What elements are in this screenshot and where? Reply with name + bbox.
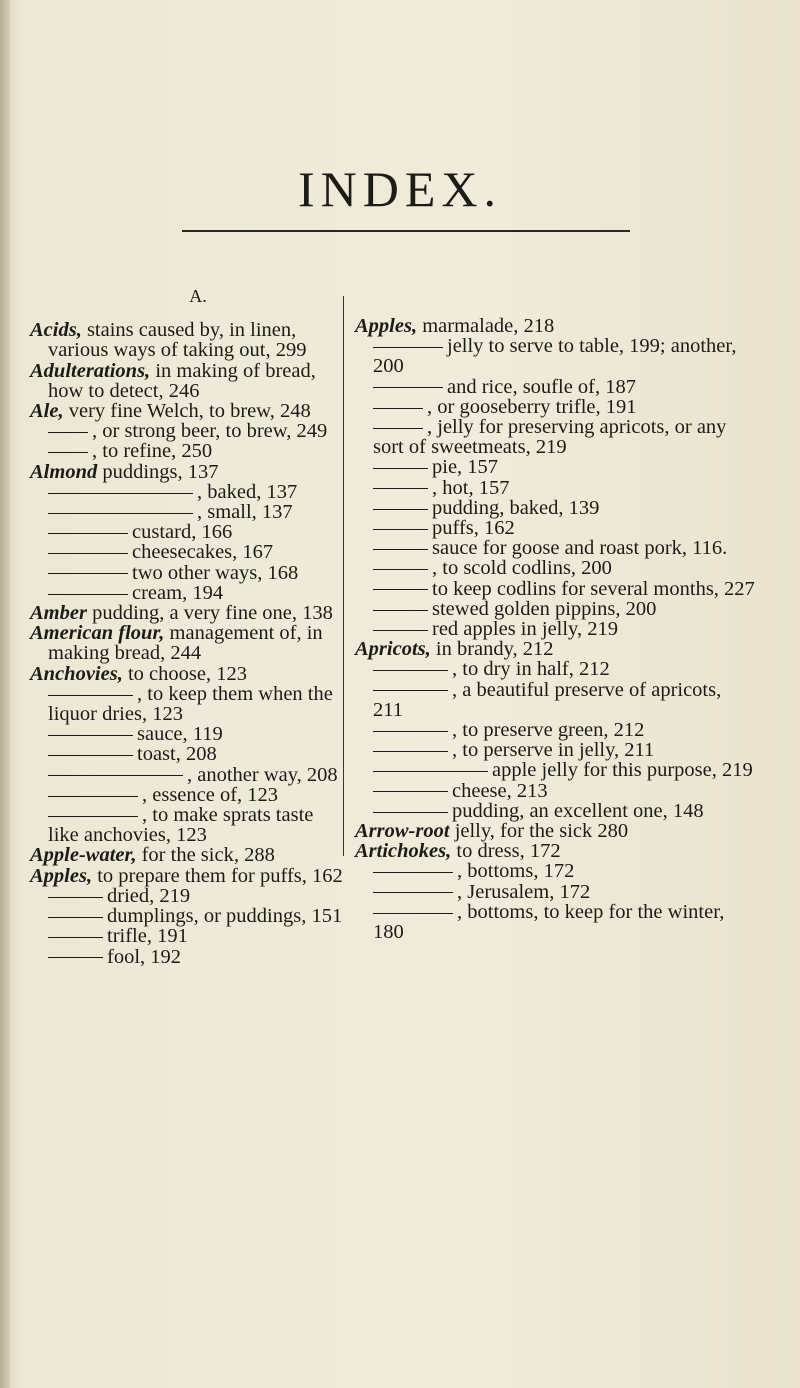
entry-text: , bottoms, to keep for the winter, 180 (373, 900, 725, 944)
ditto-dash (48, 594, 128, 595)
index-entry (355, 760, 755, 780)
ditto-dash (373, 569, 428, 570)
index-entry (355, 558, 755, 578)
ditto-dash (48, 897, 103, 898)
index-entry (30, 785, 348, 805)
title-rule (182, 230, 630, 232)
index-column-left (30, 286, 348, 967)
entry-keyword: Acids, (30, 319, 82, 342)
ditto-dash (48, 735, 133, 736)
entry-text: , to keep them when the liquor dries, 123 (48, 682, 333, 726)
entry-text: red apples in jelly, 219 (432, 618, 618, 641)
index-entry (30, 765, 348, 785)
entry-text: trifle, 191 (107, 925, 188, 948)
index-entry (355, 801, 755, 821)
index-entry (30, 462, 348, 482)
ditto-dash (373, 509, 428, 510)
index-entry (355, 498, 755, 518)
entry-text: stains caused by, in linen, various ways of taking out, 299 (48, 319, 307, 362)
entry-text: to dress, 172 (451, 840, 561, 863)
ditto-dash (48, 937, 103, 938)
ditto-dash (373, 589, 428, 590)
ditto-dash (373, 468, 428, 469)
entry-keyword: Adulterations, (30, 359, 151, 382)
ditto-dash (48, 957, 103, 958)
entry-keyword: American flour, (30, 622, 165, 645)
ditto-dash (373, 751, 448, 752)
index-entry (30, 522, 348, 542)
entry-text: in making of bread, how to detect, 246 (48, 359, 316, 402)
entry-text: , baked, 137 (197, 480, 298, 503)
ditto-dash (373, 872, 453, 873)
entry-text: toast, 208 (137, 743, 217, 766)
entry-keyword: Arrow-root (355, 820, 450, 843)
ditto-dash (373, 690, 448, 691)
index-entry (355, 902, 755, 942)
entry-text: management of, in making bread, 244 (48, 622, 323, 665)
entry-keyword: Apricots, (355, 638, 431, 661)
index-entry (30, 421, 348, 441)
entry-text: two other ways, 168 (132, 561, 299, 584)
index-entry (30, 886, 348, 906)
index-entry (355, 579, 755, 599)
entry-list-right (355, 316, 755, 942)
entry-text: to keep codlins for several months, 227 (432, 577, 755, 600)
entry-text: pie, 157 (432, 456, 499, 479)
index-entry (30, 866, 348, 886)
ditto-dash (48, 775, 183, 776)
index-entry (355, 821, 755, 841)
ditto-dash (48, 553, 128, 554)
index-entry (355, 538, 755, 558)
entry-text: , small, 137 (197, 501, 293, 524)
index-entry (30, 502, 348, 522)
entry-text: , to scold codlins, 200 (432, 557, 612, 580)
entry-text: , to refine, 250 (92, 440, 213, 463)
index-entry (355, 336, 755, 376)
ditto-dash (48, 573, 128, 574)
page-title: INDEX. (297, 161, 503, 217)
index-entry (355, 518, 755, 538)
entry-text: pudding, a very fine one, 138 (86, 602, 333, 625)
entry-text: , a beautiful preserve of apricots, 211 (373, 678, 722, 721)
index-entry (30, 724, 348, 744)
section-letter: A. (189, 286, 207, 306)
index-column-right (355, 316, 755, 942)
entry-text: cheesecakes, 167 (132, 541, 274, 564)
entry-text: , to make sprats taste like anchovies, 123 (48, 804, 314, 847)
entry-text: jelly to serve to table, 199; another, 200 (373, 335, 737, 378)
index-entry (355, 882, 755, 902)
ditto-dash (48, 452, 88, 453)
entry-text: , to dry in half, 212 (452, 658, 610, 681)
index-entry (355, 478, 755, 498)
ditto-dash (373, 408, 423, 409)
entry-text: sauce, 119 (137, 723, 223, 746)
entry-keyword: Anchovies, (30, 662, 123, 685)
ditto-dash (373, 610, 428, 611)
entry-text: cheese, 213 (452, 779, 548, 802)
index-entry (30, 926, 348, 946)
entry-text: , jelly for preserving apricots, or any sort of sweetmeats, 219 (373, 416, 727, 459)
ditto-dash (48, 816, 138, 817)
entry-text: , hot, 157 (432, 476, 510, 499)
entry-text: cream, 194 (132, 581, 224, 604)
ditto-dash (373, 771, 488, 772)
ditto-dash (48, 917, 103, 918)
entry-text: to prepare them for puffs, 162 (92, 864, 343, 887)
entry-keyword: Ale, (30, 400, 64, 423)
entry-text: very fine Welch, to brew, 248 (63, 400, 311, 423)
index-entry (30, 947, 348, 967)
entry-text: dumplings, or puddings, 151 (107, 905, 343, 928)
index-entry (30, 320, 348, 360)
entry-text: , or strong beer, to brew, 249 (92, 420, 328, 443)
entry-keyword: Almond (30, 460, 98, 483)
index-entry (30, 563, 348, 583)
index-entry (355, 740, 755, 760)
index-entry (355, 720, 755, 740)
entry-list-left (30, 320, 348, 967)
index-entry (355, 781, 755, 801)
ditto-dash (373, 913, 453, 914)
ditto-dash (373, 630, 428, 631)
entry-text: pudding, an excellent one, 148 (452, 799, 704, 822)
entry-text: , another way, 208 (187, 763, 338, 786)
ditto-dash (48, 493, 193, 494)
ditto-dash (48, 533, 128, 534)
entry-keyword: Apples, (30, 864, 93, 887)
index-entry (355, 619, 755, 639)
entry-text: to choose, 123 (122, 662, 247, 685)
index-entry (30, 684, 348, 724)
ditto-dash (48, 513, 193, 514)
ditto-dash (373, 428, 423, 429)
entry-text: and rice, soufle of, 187 (447, 375, 636, 398)
entry-text: , to perserve in jelly, 211 (452, 739, 655, 762)
index-entry (30, 906, 348, 926)
index-entry (30, 744, 348, 764)
index-entry (30, 361, 348, 401)
entry-text: jelly, for the sick 280 (449, 820, 629, 843)
index-entry (30, 623, 348, 663)
entry-text: stewed golden pippins, 200 (432, 597, 657, 620)
entry-text: , to preserve green, 212 (452, 719, 645, 742)
ditto-dash (373, 387, 443, 388)
ditto-dash (373, 529, 428, 530)
index-entry (355, 417, 755, 457)
entry-text: , bottoms, 172 (457, 860, 575, 883)
index-entry (355, 457, 755, 477)
entry-text: dried, 219 (107, 884, 191, 907)
entry-text: , essence of, 123 (142, 783, 279, 806)
index-entry (355, 841, 755, 861)
entry-keyword: Apple-water, (30, 844, 137, 867)
index-entry (30, 542, 348, 562)
entry-text: fool, 192 (107, 945, 182, 968)
entry-text: custard, 166 (132, 521, 233, 544)
entry-text: , or gooseberry trifle, 191 (427, 395, 637, 418)
entry-text: puffs, 162 (432, 517, 515, 540)
index-entry (355, 639, 755, 659)
ditto-dash (48, 695, 133, 696)
ditto-dash (373, 347, 443, 348)
index-entry (30, 583, 348, 603)
entry-text: , Jerusalem, 172 (457, 880, 591, 903)
index-entry (30, 845, 348, 865)
index-entry (355, 861, 755, 881)
ditto-dash (373, 892, 453, 893)
index-entry (355, 316, 755, 336)
entry-keyword: Apples, (355, 315, 418, 337)
ditto-dash (373, 670, 448, 671)
ditto-dash (48, 796, 138, 797)
entry-text: for the sick, 288 (136, 844, 275, 867)
index-entry (355, 599, 755, 619)
entry-text: apple jelly for this purpose, 219 (492, 759, 753, 782)
ditto-dash (373, 488, 428, 489)
entry-keyword: Artichokes, (355, 840, 452, 863)
entry-text: puddings, 137 (97, 460, 219, 483)
ditto-dash (373, 549, 428, 550)
ditto-dash (373, 791, 448, 792)
ditto-dash (373, 731, 448, 732)
index-entry (30, 441, 348, 461)
index-entry (355, 659, 755, 679)
ditto-dash (48, 432, 88, 433)
entry-keyword: Amber (30, 602, 87, 625)
index-entry (30, 401, 348, 421)
index-entry (30, 603, 348, 623)
ditto-dash (373, 812, 448, 813)
index-entry (355, 377, 755, 397)
entry-text: sauce for goose and roast pork, 116. (432, 537, 728, 560)
index-entry (30, 664, 348, 684)
entry-text: pudding, baked, 139 (432, 496, 600, 519)
entry-text: marmalade, 218 (417, 315, 555, 337)
ditto-dash (48, 755, 133, 756)
index-entry (355, 680, 755, 720)
index-entry (355, 397, 755, 417)
index-entry (30, 482, 348, 502)
entry-text: in brandy, 212 (430, 638, 554, 661)
index-entry (30, 805, 348, 845)
